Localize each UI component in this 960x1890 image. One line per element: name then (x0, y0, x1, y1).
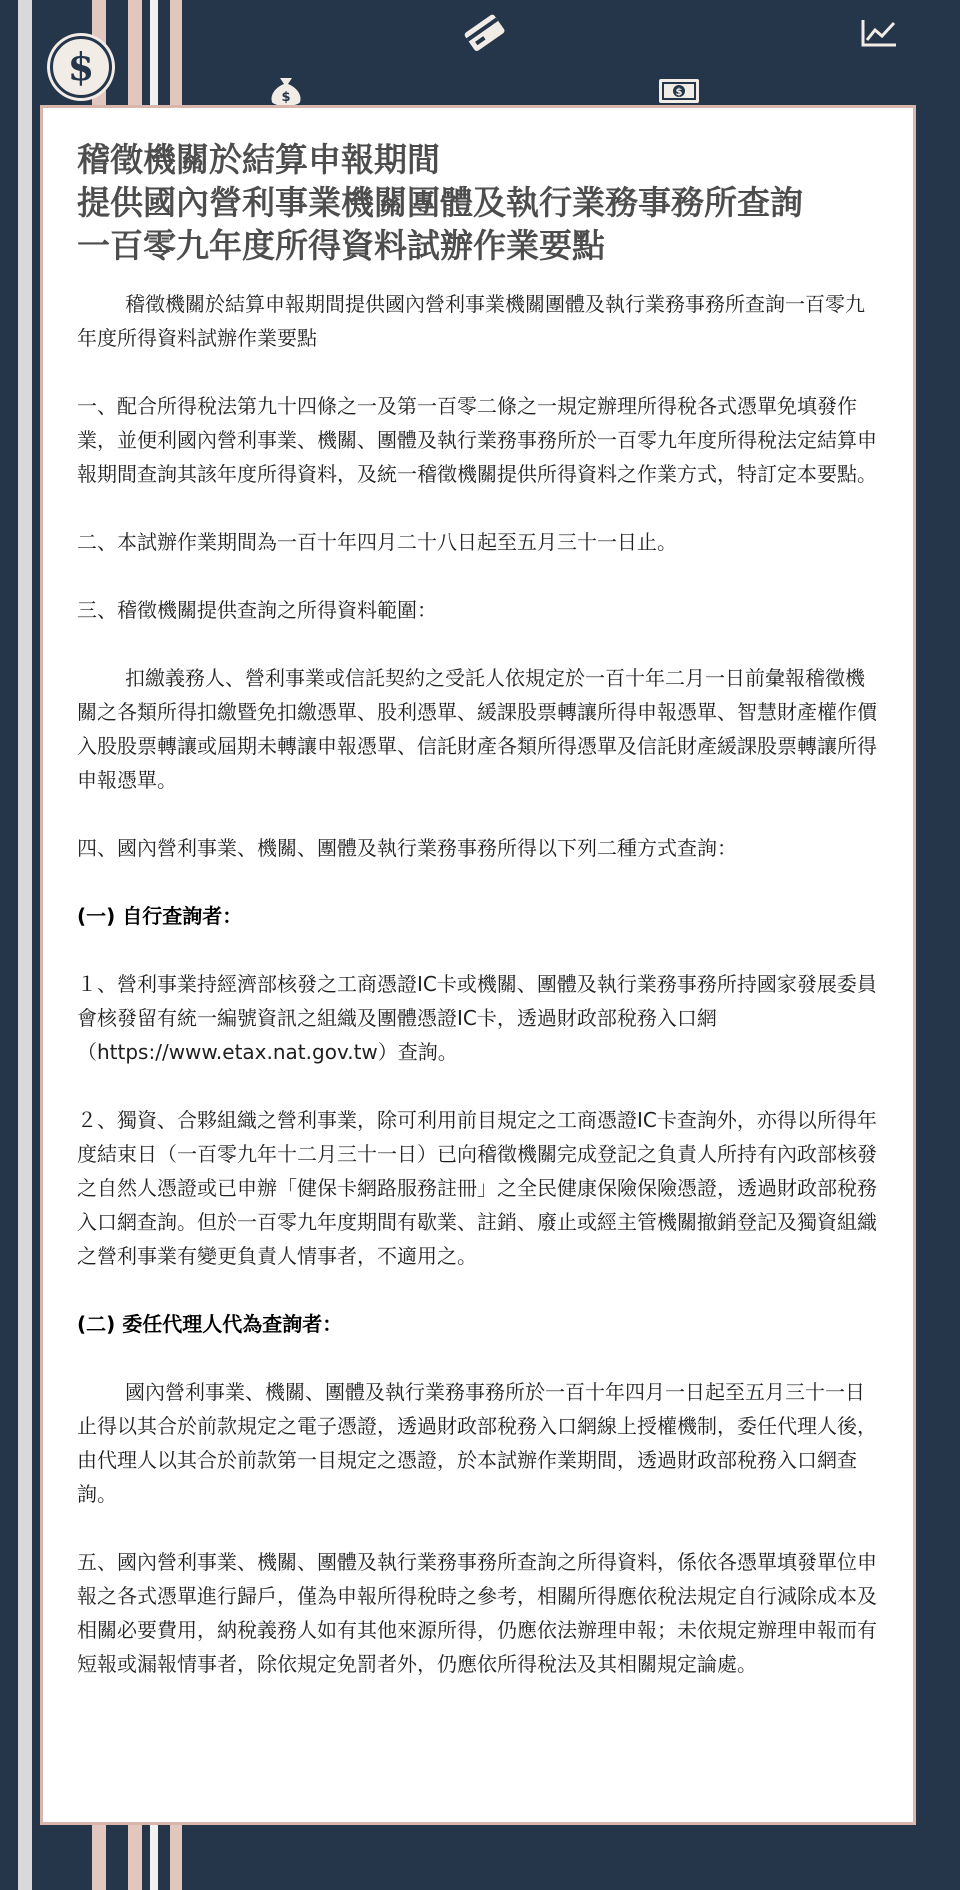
document-title (77, 138, 883, 267)
intro-paragraph: 稽徵機關於結算申報期間提供國內營利事業機關團體及執行業務事務所查詢一百零九年度所得資料試辦作業要點 (77, 292, 865, 350)
subsection-2-heading: (二) 委任代理人代為查詢者： (77, 1312, 343, 1336)
svg-text:$: $ (281, 90, 291, 105)
credit-card-icon (462, 12, 506, 52)
document-panel (40, 105, 916, 1825)
title-line: 一百零九年度所得資料試辦作業要點 (77, 226, 605, 265)
document-body (77, 287, 883, 1681)
title-line: 稽徵機關於結算申報期間 (77, 140, 440, 179)
dollar-bill-icon (658, 78, 700, 104)
section-5-paragraph: 五、國內營利事業、機關、團體及執行業務事務所查詢之所得資料，係依各憑單填發單位申報之各式憑單進行歸戶，僅為申報所得稅時之參考，相關所得應依稅法規定自行減除成本及相關必要費用，納稅義務人如有其他來源所得，仍應依法辦理申報；未依規定辦理申報而有短報或漏報情事者，除依規定免罰者外，仍應依所得稅法及其相關規定論處。 (77, 1550, 877, 1676)
svg-text:$: $ (675, 87, 683, 98)
subsection-1-item-1: １、營利事業持經濟部核發之工商憑證IC卡或機關、團體及執行業務事務所持國家發展委員會核發留有統一編號資訊之組織及團體憑證IC卡，透過財政部稅務入口網（https://www.etax.nat.gov.tw）查詢。 (77, 972, 877, 1064)
title-line: 提供國內營利事業機關團體及執行業務事務所查詢 (77, 183, 803, 222)
section-1-paragraph: 一、配合所得稅法第九十四條之一及第一百零二條之一規定辦理所得稅各式憑單免填發作業，並便利國內營利事業、機關、團體及執行業務事務所於一百零九年度所得稅法定結算申報期間查詢其該年度所得資料，及統一稽徵機關提供所得資料之作業方式，特訂定本要點。 (77, 394, 877, 486)
line-chart-icon (860, 18, 898, 48)
money-bag-icon (268, 74, 304, 108)
subsection-2-body: 國內營利事業、機關、團體及執行業務事務所於一百十年四月一日起至五月三十一日止得以其合於前款規定之電子憑證，透過財政部稅務入口網線上授權機制，委任代理人後，由代理人以其合於前款第一目規定之憑證，於本試辦作業期間，透過財政部稅務入口網查詢。 (77, 1380, 877, 1506)
section-3-body: 扣繳義務人、營利事業或信託契約之受託人依規定於一百十年二月一日前彙報稽徵機關之各類所得扣繳暨免扣繳憑單、股利憑單、緩課股票轉讓所得申報憑單、智慧財產權作價入股股票轉讓或屆期未轉讓申報憑單、信託財產各類所得憑單及信託財產緩課股票轉讓所得申報憑單。 (77, 666, 877, 792)
section-4-heading: 四、國內營利事業、機關、團體及執行業務事務所得以下列二種方式查詢： (77, 836, 737, 860)
subsection-1-item-2: ２、獨資、合夥組織之營利事業，除可利用前目規定之工商憑證IC卡查詢外，亦得以所得年度結束日（一百零九年十二月三十一日）已向稽徵機關完成登記之負責人所持有內政部核發之自然人憑證或已申辦「健保卡網路服務註冊」之全民健康保險保險憑證，透過財政部稅務入口網查詢。但於一百零九年度期間有歇業、註銷、廢止或經主管機關撤銷登記及獨資組織之營利事業有變更負責人情事者，不適用之。 (77, 1108, 877, 1268)
dollar-coin-icon: $ (50, 36, 112, 98)
subsection-1-heading: (一) 自行查詢者： (77, 904, 243, 928)
section-3-heading: 三、稽徵機關提供查詢之所得資料範圍： (77, 598, 437, 622)
section-2-paragraph: 二、本試辦作業期間為一百十年四月二十八日起至五月三十一日止。 (77, 530, 677, 554)
decorative-stripe (18, 0, 32, 1890)
